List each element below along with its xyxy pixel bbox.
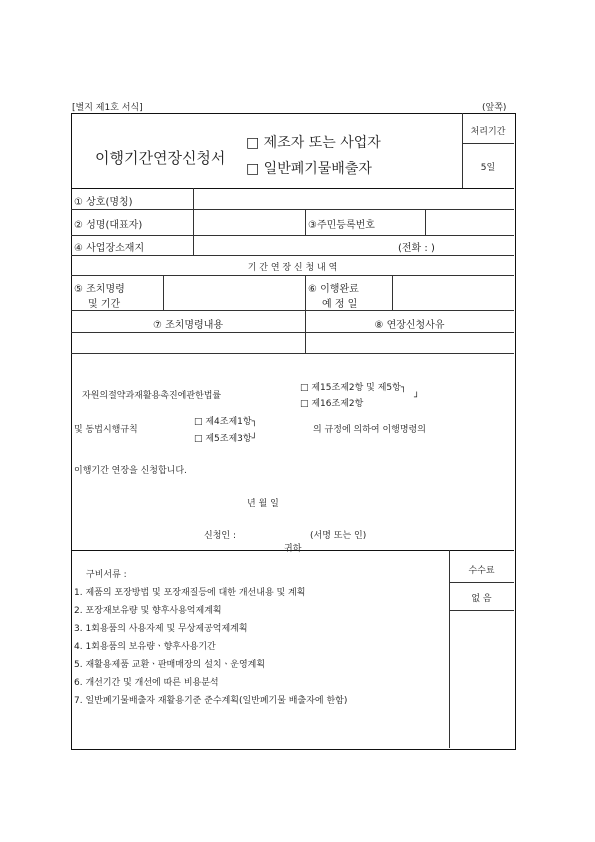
row-line — [71, 332, 514, 333]
form-number: [별지 제1호 서식] — [72, 103, 143, 113]
required-docs-title: 구비서류 : — [86, 570, 127, 580]
title-bottom-line — [71, 188, 514, 189]
article-16-checkbox[interactable]: □ 제16조제2항 — [300, 399, 364, 409]
row-line — [71, 275, 514, 276]
clause-text: 의 규정에 의하여 이행명령의 — [313, 425, 426, 435]
rule-article-4-checkbox[interactable]: □ 제4조제1항┐ — [194, 417, 258, 427]
recipient-label: 귀하 — [284, 544, 302, 554]
fee-divider — [449, 610, 514, 611]
row-line — [71, 235, 514, 236]
doc-item: 7. 일반폐기물배출자 재활용기준 준수계획(일반폐기물 배출자에 한함) — [74, 696, 348, 706]
enforcement-rule: 및 동법시행규칙 — [74, 425, 138, 435]
fee-label: 수수료 — [468, 566, 495, 576]
applicant-label: 신청인 : — [204, 531, 236, 541]
date-line: 년 월 일 — [247, 499, 279, 509]
column-line — [305, 209, 306, 235]
doc-item: 1. 제품의 포장방법 및 포장재질등에 대한 개선내용 및 계획 — [74, 588, 306, 598]
processing-period-label: 처리기간 — [470, 127, 506, 137]
fee-divider — [449, 582, 514, 583]
row-line — [71, 353, 514, 354]
completion-date-label-line2: 예 정 일 — [322, 299, 358, 310]
row-line — [71, 255, 514, 256]
order-label-line1: ⑤ 조치명령 — [74, 284, 125, 295]
option-waste-discharger-checkbox[interactable]: □ 일반폐기물배출자 — [246, 161, 372, 177]
doc-item: 3. 1회용품의 사용자제 및 무상제공억제계획 — [74, 624, 248, 634]
proc-divider — [462, 143, 514, 144]
extension-reason-label: ⑧ 연장신청사유 — [374, 320, 445, 331]
column-line — [163, 275, 164, 310]
order-label-line2: 및 기간 — [88, 299, 121, 310]
label-column-line — [193, 188, 194, 255]
doc-item: 6. 개선기간 및 개선에 따른 비용분석 — [74, 678, 219, 688]
rule-article-5-checkbox[interactable]: □ 제5조제3항┘ — [194, 434, 258, 444]
completion-date-label-line1: ⑥ 이행완료 — [308, 284, 359, 295]
column-line — [392, 275, 393, 310]
doc-item: 4. 1회용품의 보유량ㆍ향후사용기간 — [74, 642, 216, 652]
business-address-label: ④ 사업장소재지 — [74, 243, 145, 254]
section-title: 기 간 연 장 신 청 내 역 — [247, 263, 338, 273]
bracket-close: ┘ — [414, 393, 420, 403]
representative-name-label: ② 성명(대표자) — [74, 220, 143, 231]
processing-period-value: 5일 — [480, 163, 496, 173]
row-line — [71, 209, 514, 210]
order-content-label: ⑦ 조치명령내용 — [152, 320, 224, 331]
resident-number-label: ③주민등록번호 — [308, 220, 375, 231]
form-title: 이행기간연장신청서 — [95, 149, 226, 167]
law-name: 자원의절약과재활용촉진에관한법률 — [82, 391, 222, 401]
company-name-label: ① 상호(명칭) — [74, 197, 133, 208]
doc-item: 5. 재활용제품 교환ㆍ판매매장의 설치ㆍ운영계획 — [74, 660, 266, 670]
page-side-label: (앞쪽) — [482, 103, 507, 113]
column-line — [305, 275, 306, 353]
phone-label: (전화 : ) — [398, 243, 435, 254]
doc-item: 2. 포장재보유량 및 향후사용억제계획 — [74, 606, 222, 616]
row-line — [71, 310, 514, 311]
fee-value: 없 음 — [471, 594, 492, 604]
fee-column-line — [449, 550, 450, 748]
signature-label: (서명 또는 인) — [310, 531, 367, 541]
option-manufacturer-checkbox[interactable]: □ 제조자 또는 사업자 — [246, 135, 381, 151]
column-line — [425, 209, 426, 235]
request-text: 이행기간 연장을 신청합니다. — [74, 466, 187, 476]
article-15-checkbox[interactable]: □ 제15조제2항 및 제5항┐ — [300, 383, 407, 393]
